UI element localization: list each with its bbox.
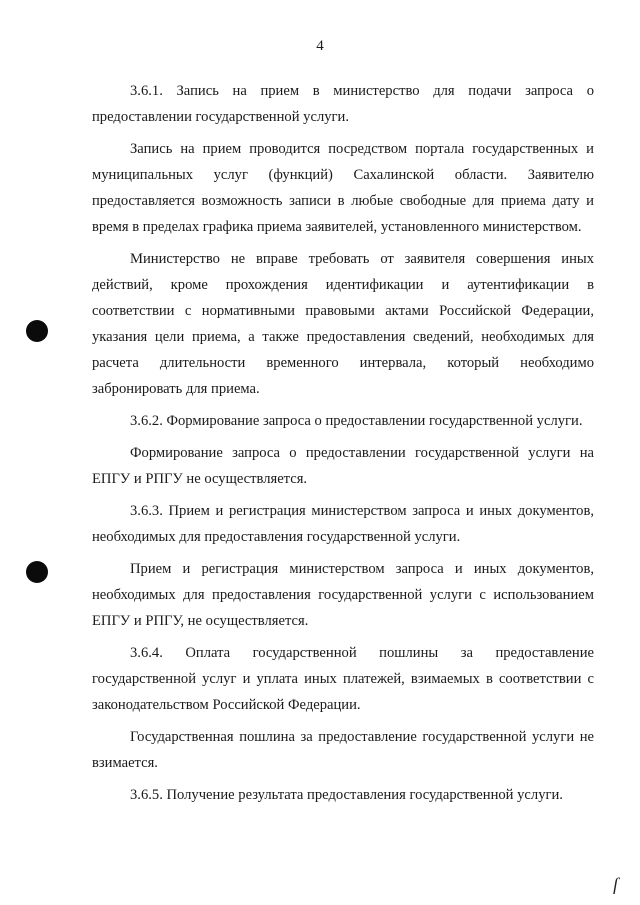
paragraph-fee-not-charged: Государственная пошлина за предоставление государственной услуги не взимается. xyxy=(92,729,594,771)
paragraph-appointment-portal: Запись на прием проводится посредством портала государственных и муниципальных услуг (функций) Сахалинской области. Заявителю предоставляется возможность записи в любые свободные для приема дату и время в пределах графика приема заявителей, установленного министерством. xyxy=(92,141,594,235)
paragraph-ministry-restrictions: Министерство не вправе требовать от заявителя совершения иных действий, кроме прохождения идентификации и аутентификации в соответствии с нормативными правовыми актами Российской Федерации, указания цели приема, а также предоставления сведений, необходимых для расчета длительности временного интервала, который необходимо забронировать для приема. xyxy=(92,251,594,397)
paragraph-registration-not-performed: Прием и регистрация министерством запроса и иных документов, необходимых для предоставления государственной услуги с использованием ЕПГУ и РПГУ, не осуществляется. xyxy=(92,561,594,629)
paragraph-3-6-3-heading: 3.6.3. Прием и регистрация министерством запроса и иных документов, необходимых для предоставления государственной услуги. xyxy=(92,503,594,545)
paragraph-3-6-1-heading: 3.6.1. Запись на прием в министерство для подачи запроса о предоставлении государственной услуги. xyxy=(92,83,594,125)
paragraph-request-formation: Формирование запроса о предоставлении государственной услуги на ЕПГУ и РПГУ не осуществляется. xyxy=(92,445,594,487)
paragraph-3-6-2-heading: 3.6.2. Формирование запроса о предоставлении государственной услуги. xyxy=(130,413,583,429)
punch-hole-mark xyxy=(26,320,48,342)
handwritten-corner-mark: ſ xyxy=(612,874,618,894)
document-body xyxy=(92,78,594,814)
page-number: 4 xyxy=(316,38,324,54)
paragraph-3-6-5-heading: 3.6.5. Получение результата предоставления государственной услуги. xyxy=(130,787,563,803)
punch-hole-mark xyxy=(26,561,48,583)
paragraph-3-6-4-heading: 3.6.4. Оплата государственной пошлины за предоставление государственной услуг и уплата иных платежей, взимаемых в соответствии с законодательством Российской Федерации. xyxy=(92,645,594,713)
